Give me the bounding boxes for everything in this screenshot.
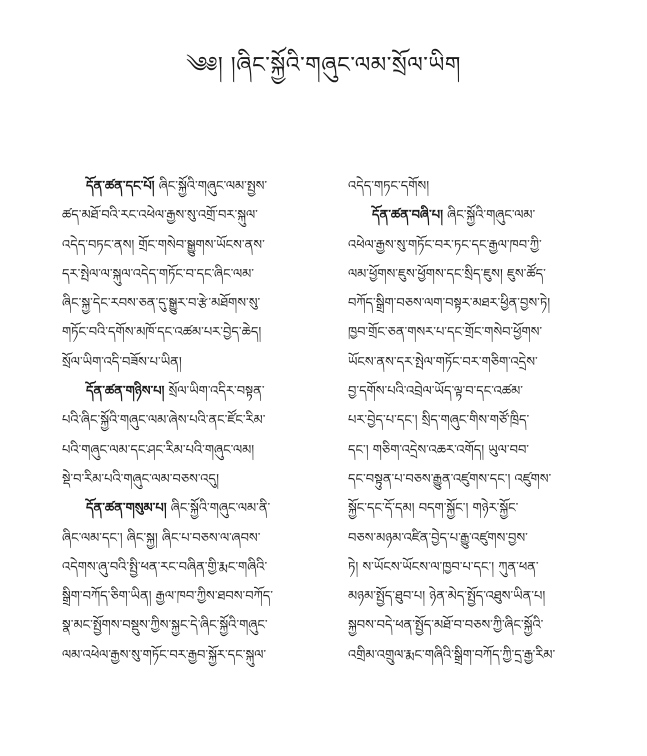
line-text: ཞིང་སྐྱོའི་གཞུང་ལམ་སྤྱས་ bbox=[154, 179, 268, 194]
text-line bbox=[62, 494, 310, 523]
text-line bbox=[62, 377, 310, 406]
article-heading: དོན་ཚན་གཉིས་པ། bbox=[86, 384, 165, 400]
line-text: བྱ་དགོས་པའི་འབྲེལ་ཡོད་ལྟ་བ་དང་འཚམ་ bbox=[348, 384, 523, 400]
article-heading: དོན་ཚན་བཞི་པ། bbox=[372, 208, 443, 224]
line-text: པའི་གཞུང་ལམ་དང་ཤང་རིམ་པའི་གཞུང་ལམ། bbox=[62, 442, 255, 458]
line-text: སྲོལ་ཡིག་འདི་བཟོས་པ་ཡིན། bbox=[62, 354, 182, 370]
line-text: སྲོལ་ཡིག་འདིར་བསྟན་ bbox=[164, 384, 265, 400]
text-line bbox=[62, 611, 310, 640]
document-title: ༄༅། །ཞིང་སྐྱོའི་གཞུང་ལམ་སྲོལ་ཡིག bbox=[186, 53, 461, 78]
line-text: སྡེ་བ་རིམ་པའི་གཞུང་ལམ་བཅས་འདུ། bbox=[62, 471, 219, 487]
line-text: འཕེལ་རྒྱས་སུ་གཏོང་བར་ཏང་དང་རྒྱལ་ཁབ་ཀྱི་ bbox=[348, 237, 542, 253]
line-text: ཞིང་སྐྱོའི་གཞུང་ལམ་ནི་ bbox=[166, 501, 271, 517]
line-text: འདེད་བཏང་ནས། གྲོང་གསེབ་སྒྱུགས་ཡོངས་ནས་ bbox=[62, 237, 265, 253]
left-text-column bbox=[62, 172, 310, 670]
line-text: ཚད་མཐོ་བའི་རང་འཕེལ་རྒྱས་སུ་འགྲོ་བར་སྐུལ་ bbox=[62, 208, 258, 224]
line-text: སྒྲིག་བཀོད་ཅིག་ཡིན། རྒྱལ་ཁབ་ཀྱིས་ཐབས་བཀོད་ bbox=[62, 589, 273, 605]
line-text: སྣ་མང་སྤྱོགས་བསྡུས་ཀྱིས་སྐྱང་དེ་ཞིང་སྐྱོའི་གཞུང་ bbox=[62, 618, 268, 634]
line-text: སྐྱབས་བདེ་ཕན་སྤྱོད་མཐོ་བ་བཅས་ཀྱི་ཞིང་སྐྱོའི་ bbox=[348, 618, 544, 634]
text-line bbox=[348, 348, 596, 377]
text-line bbox=[62, 553, 310, 582]
text-line bbox=[348, 377, 596, 406]
article-heading: དོན་ཚན་དང་པོ། bbox=[86, 179, 155, 194]
text-line bbox=[348, 494, 596, 523]
line-text: ཞིང་སྐྱ་དེང་རབས་ཅན་དུ་སྒྱུར་བ་རྩེ་མཐོགས་སུ་ bbox=[62, 296, 261, 312]
line-text: ཡོངས་ནས་དར་སྤེལ་གཏོང་བར་གཅིག་འདྲེས་ bbox=[348, 354, 538, 370]
text-line bbox=[62, 318, 310, 347]
text-line bbox=[62, 524, 310, 553]
line-text: འགྲིམ་འགྲུལ་རྨང་གཞིའི་སྒྲིག་བཀོད་ཀྱི་དྲ་རྒྱ་རིམ་ bbox=[348, 647, 556, 663]
text-line bbox=[62, 231, 310, 260]
text-line bbox=[62, 465, 310, 494]
text-line bbox=[348, 260, 596, 289]
text-line bbox=[348, 611, 596, 640]
line-text: དང་བསྟུན་པ་བཅས་རྒྱུན་འཛུགས་དང་། འཛུགས་ bbox=[348, 471, 552, 487]
line-text: བཅས་མཉམ་འཛིན་བྱེད་པ་རྒྱུ་འཛུགས་བྱས་ bbox=[348, 530, 528, 546]
text-line bbox=[348, 231, 596, 260]
text-line bbox=[62, 201, 310, 230]
text-line bbox=[348, 201, 596, 230]
text-line bbox=[62, 436, 310, 465]
text-line bbox=[62, 348, 310, 377]
line-text: མཉམ་སྤྱོད་ཐུབ་པ། ཉེན་མེད་སྤྱོད་འཐུས་ཡིན་པ། bbox=[348, 589, 546, 605]
line-text: པར་བྱེད་པ་དང་། སྲིད་གཞུང་གིས་གཙོ་ཁྲིད་ bbox=[348, 413, 530, 429]
text-line bbox=[348, 465, 596, 494]
line-text: འདེད་གཏང་དགོས། bbox=[348, 179, 430, 194]
line-text: གཏོང་བའི་དགོས་མཁོ་དང་འཚམ་པར་བྱེད་ཆེད། bbox=[62, 325, 262, 341]
text-line bbox=[62, 260, 310, 289]
text-line bbox=[62, 406, 310, 435]
right-text-column bbox=[348, 172, 596, 670]
text-line bbox=[348, 318, 596, 347]
line-text: ཞིང་སྐྱོའི་གཞུང་ལམ་ bbox=[442, 208, 536, 224]
line-text: བཀོད་སྒྲིག་བཅས་ལག་བསྟར་མཐར་ཕྱིན་བྱས་ཏེ། bbox=[348, 296, 551, 312]
text-line bbox=[348, 172, 596, 201]
text-line bbox=[348, 582, 596, 611]
text-line bbox=[348, 436, 596, 465]
text-line bbox=[348, 553, 596, 582]
line-text: ཏེ། ས་ཡོངས་ཡོངས་ལ་ཁྱབ་པ་དང་། ཀུན་ཕན་ bbox=[348, 559, 539, 575]
text-line bbox=[348, 641, 596, 670]
article-heading: དོན་ཚན་གསུམ་པ། bbox=[86, 501, 167, 517]
line-text: ལམ་འཕེལ་རྒྱས་སུ་གཏོང་བར་རྒྱབ་སྐྱོར་དང་སྐུལ་ bbox=[62, 647, 267, 663]
line-text: དང་། གཅིག་འདྲེས་འཆར་འགོད། ཡུལ་བབ་ bbox=[348, 442, 530, 458]
text-line bbox=[62, 641, 310, 670]
line-text: སྐྱོང་དང་དོ་དམ། བདག་སྐྱོང་། གཉེར་སྐྱོང་ bbox=[348, 501, 519, 517]
text-line bbox=[348, 524, 596, 553]
line-text: དར་སྤེལ་ལ་སྐུལ་འདེད་གཏོང་བ་དང་ཞིང་ལམ་ bbox=[62, 266, 254, 282]
text-line bbox=[348, 406, 596, 435]
line-text: པའི་ཞིང་སྐྱོའི་གཞུང་ལམ་ཞེས་པའི་ནང་ཛོང་རིམ་ bbox=[62, 413, 266, 429]
text-line bbox=[348, 289, 596, 318]
line-text: ཁྱབ་གྲོང་ཅན་གསར་པ་དང་གྲོང་གསེབ་ཕྱོགས་ bbox=[348, 325, 543, 341]
line-text: ལམ་ཕྱོགས་ཇུས་ཕྱོགས་དང་སྲིད་ཇུས། ཇུས་ཚོད་ bbox=[348, 266, 546, 282]
text-line bbox=[62, 172, 310, 201]
line-text: འདེགས་ཞུ་བའི་སྤྱི་ཕན་རང་བཞིན་གྱི་རྨང་གཞིའི་ bbox=[62, 559, 268, 575]
line-text: ཞིང་ལམ་དང་། ཞིང་སྐྱ། ཞིང་པ་བཅས་ལ་ཞབས་ bbox=[62, 530, 261, 546]
text-line bbox=[62, 582, 310, 611]
text-line bbox=[62, 289, 310, 318]
